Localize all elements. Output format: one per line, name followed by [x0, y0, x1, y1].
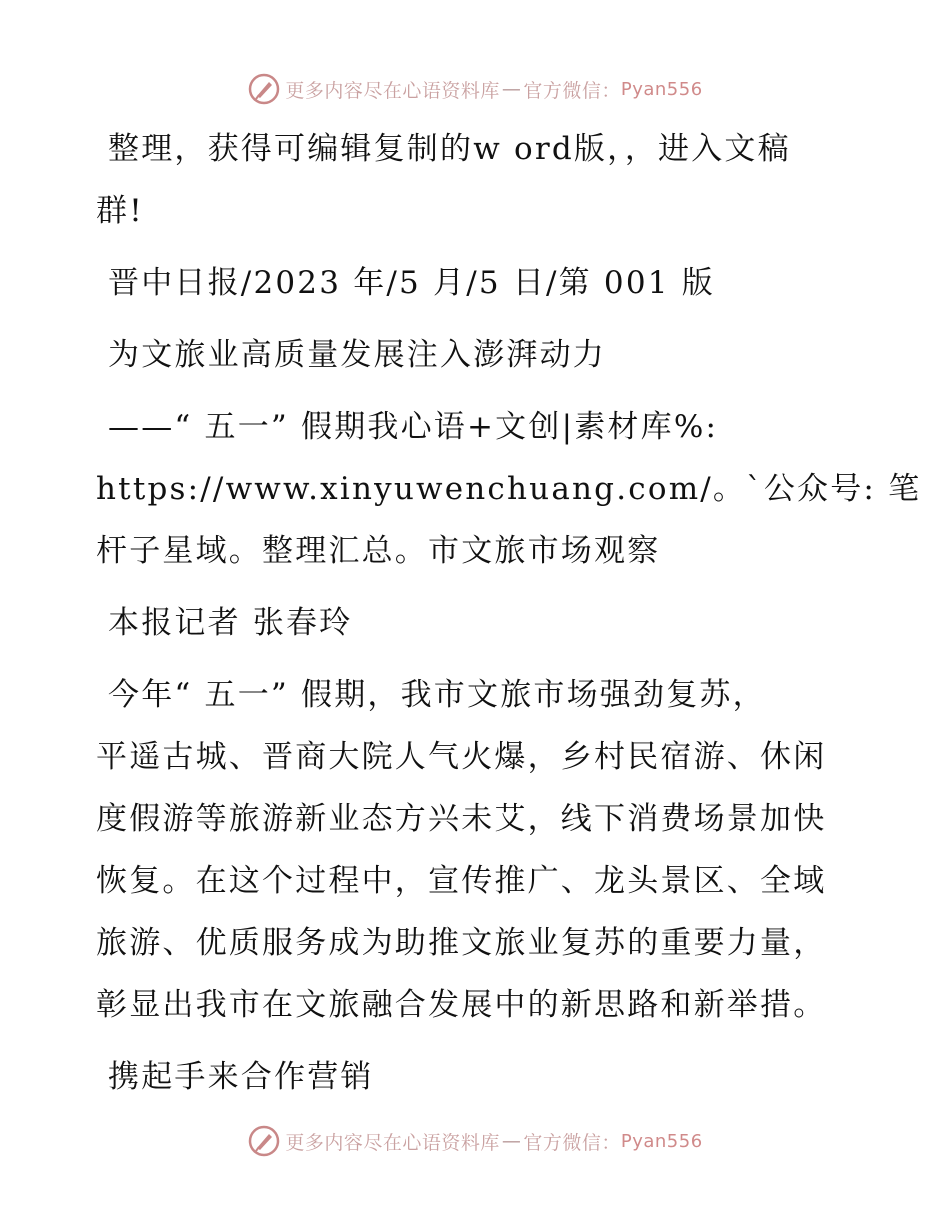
paragraph — [96, 1046, 856, 1108]
text-line: 杆子星域。整理汇总。市文旅市场观察 — [96, 533, 661, 569]
text-line: https://www.xinyuwenchuang.com/。`公众号: 笔 — [96, 471, 922, 507]
text-line: 为文旅业高质量发展注入澎湃动力 — [108, 337, 606, 373]
paragraph — [96, 664, 856, 1036]
text-line: 平遥古城、晋商大院人气火爆，乡村民宿游、休闲 — [96, 739, 827, 775]
watermark-footer — [0, 1124, 950, 1158]
quill-logo-icon — [247, 1124, 281, 1158]
text-line: 本报记者 张春玲 — [108, 605, 353, 641]
paragraph — [96, 592, 856, 654]
paragraph — [96, 252, 856, 314]
watermark-dash: — — [501, 1130, 522, 1152]
watermark-wechat-id: Pyan556 — [620, 1130, 703, 1152]
text-line: 晋中日报/2023 年/5 月/5 日/第 001 版 — [108, 265, 715, 301]
quill-logo-icon — [247, 72, 281, 106]
text-line: 整理，获得可编辑复制的w ord版，，进入文稿 — [108, 131, 791, 167]
watermark-official: 官方微信： — [523, 79, 621, 102]
text-line: ——“ 五一” 假期我心语+文创|素材库%: — [108, 409, 719, 445]
text-line: 群! — [96, 193, 144, 229]
paragraph — [96, 324, 856, 386]
watermark-dash: — — [501, 78, 522, 100]
watermark-wechat-id: Pyan556 — [620, 78, 703, 100]
watermark-text: 更多内容尽在心语资料库 — [285, 1131, 500, 1154]
text-line: 携起手来合作营销 — [108, 1059, 374, 1095]
watermark-official: 官方微信： — [523, 1131, 621, 1154]
paragraph — [96, 118, 856, 242]
text-line: 今年“ 五一” 假期，我市文旅市场强劲复苏， — [108, 677, 766, 713]
watermark-text: 更多内容尽在心语资料库 — [285, 79, 500, 102]
text-line: 旅游、优质服务成为助推文旅业复苏的重要力量， — [96, 925, 827, 961]
text-line: 彰显出我市在文旅融合发展中的新思路和新举措。 — [96, 987, 827, 1023]
text-line: 度假游等旅游新业态方兴未艾，线下消费场景加快 — [96, 801, 827, 837]
watermark-header — [0, 72, 950, 106]
document-body — [96, 118, 922, 1108]
paragraph — [96, 396, 922, 582]
text-line: 恢复。在这个过程中，宣传推广、龙头景区、全域 — [96, 863, 827, 899]
